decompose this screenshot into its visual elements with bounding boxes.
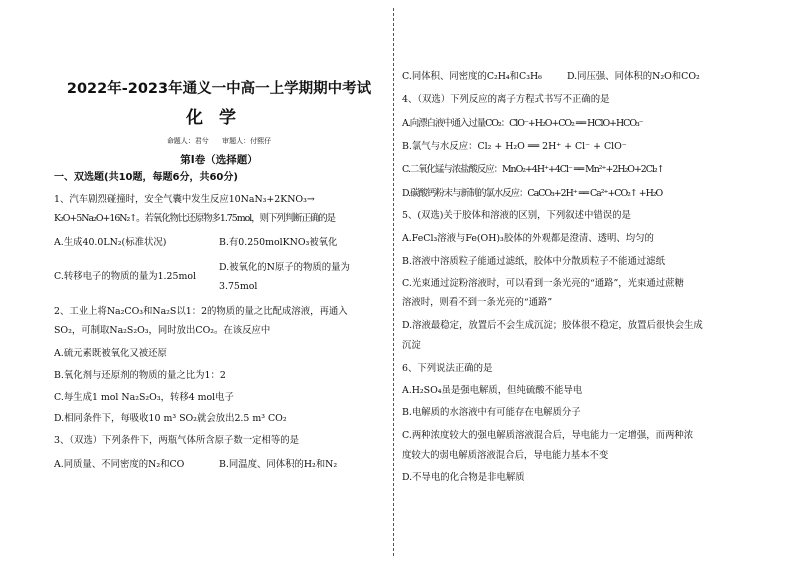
q2-option-d: D.相同条件下，每吸收10 m³ SO₂就会放出2.5 m³ CO₂ (54, 413, 287, 424)
q6-stem: 6、下列说法正确的是 (402, 363, 493, 374)
q1-stem-line2: K₂O+5Na₂O+16N₂↑。若氧化物比还原物多1.75mol，则下列判断正确的是 (54, 213, 336, 224)
q5-option-b: B.溶液中溶质粒子能通过滤纸，胶体中分散质粒子不能通过滤纸 (402, 256, 665, 267)
q6-option-d: D.不导电的化合物是非电解质 (402, 472, 525, 483)
q6-option-c-line1: C.两种浓度较大的强电解质溶液混合后，导电能力一定增强，而两种浓 (402, 430, 694, 441)
q3-stem: 3、（双选）下列条件下，两瓶气体所含原子数一定相等的是 (54, 435, 300, 446)
author: 命题人：君兮 (166, 137, 209, 145)
q4-option-d: D.碳酸钙粉末与新制的氯水反应：CaCO₃+2H⁺ ══ Ca²⁺+CO₂↑ +H₂O (402, 188, 663, 199)
q6-option-c-line2: 度较大的弱电解质溶液混合后，导电能力基本不变 (402, 450, 609, 461)
q5-option-d-line1: D.溶液最稳定，放置后不会生成沉淀；胶体很不稳定，放置后很快会生成 (402, 320, 703, 331)
reviewer: 审题人：付熙仔 (222, 137, 272, 145)
q5-option-c-line2: 溶液时，则看不到一条光亮的“通路” (402, 297, 553, 308)
q2-option-a: A.硫元素既被氧化又被还原 (54, 348, 167, 359)
exam-title: 2022年-2023年通义一中高一上学期期中考试 (66, 81, 372, 97)
right-column (402, 0, 752, 561)
q3-option-d: D.同压强、同体积的N₂O和CO₂ (567, 71, 700, 82)
volume-heading: 第I卷（选择题） (180, 154, 258, 166)
q5-option-c-line1: C.光束通过淀粉溶液时，可以看到一条光亮的“通路”，光束通过蔗糖 (402, 278, 684, 289)
q4-stem: 4、（双选）下列反应的离子方程式书写不正确的是 (402, 94, 610, 105)
q5-stem: 5、(双选)关于胶体和溶液的区别，下列叙述中错误的是 (402, 210, 631, 221)
column-divider (393, 8, 394, 556)
q4-option-b: B.氯气与水反应：Cl₂ + H₂O ══ 2H⁺ + Cl⁻ + ClO⁻ (402, 141, 627, 152)
q4-option-a: A.向漂白液中通入过量CO₂：ClO⁻+H₂O+CO₂ ══ HClO+HCO₃⁻ (402, 118, 643, 129)
q4-option-c: C.二氧化锰与浓盐酸反应：MnO₂+4H⁺+4Cl⁻ ══ Mn²⁺+2H₂O+2Cl₂↑ (402, 164, 664, 175)
q5-option-d-line2: 沉淀 (402, 340, 421, 351)
q1-option-a: A.生成40.0LN₂(标准状况) (54, 237, 167, 248)
subject-title: 化学 (186, 108, 252, 128)
q5-option-a: A.FeCl₃溶液与Fe(OH)₃胶体的外观都是澄清、透明、均匀的 (402, 233, 654, 244)
q6-option-b: B.电解质的水溶液中有可能存在电解质分子 (402, 407, 581, 418)
q3-option-b: B.同温度、同体积的H₂和N₂ (219, 459, 338, 470)
q6-option-a: A.H₂SO₄虽是强电解质，但纯硫酸不能导电 (402, 385, 583, 396)
q3-option-c: C.同体积、同密度的C₂H₄和C₃H₆ (402, 71, 542, 82)
q1-option-d-line2: 3.75mol (219, 281, 258, 292)
q3-option-a: A.同质量、不同密度的N₂和CO (54, 459, 185, 470)
author-line (54, 136, 384, 146)
q2-option-b: B.氧化剂与还原剂的物质的量之比为1：2 (54, 370, 226, 381)
q2-option-c: C.每生成1 mol Na₂S₂O₃，转移4 mol电子 (54, 392, 234, 403)
left-column (54, 0, 384, 561)
q2-stem-line1: 2、工业上将Na₂CO₃和Na₂S以1：2的物质的量之比配成溶液，再通入 (54, 306, 348, 317)
section-heading: 一、双选题(共10题，每题6分，共60分) (54, 172, 238, 183)
q1-option-c: C.转移电子的物质的量为1.25mol (54, 271, 196, 282)
q1-stem-line1: 1、汽车剧烈碰撞时，安全气囊中发生反应10NaN₃+2KNO₃→ (54, 194, 315, 205)
q2-stem-line2: SO₂，可制取Na₂S₂O₃，同时放出CO₂。在该反应中 (54, 325, 271, 336)
q1-option-d-line1: D.被氧化的N原子的物质的量为 (219, 262, 350, 273)
q1-option-b: B.有0.250molKNO₃被氧化 (219, 237, 338, 248)
